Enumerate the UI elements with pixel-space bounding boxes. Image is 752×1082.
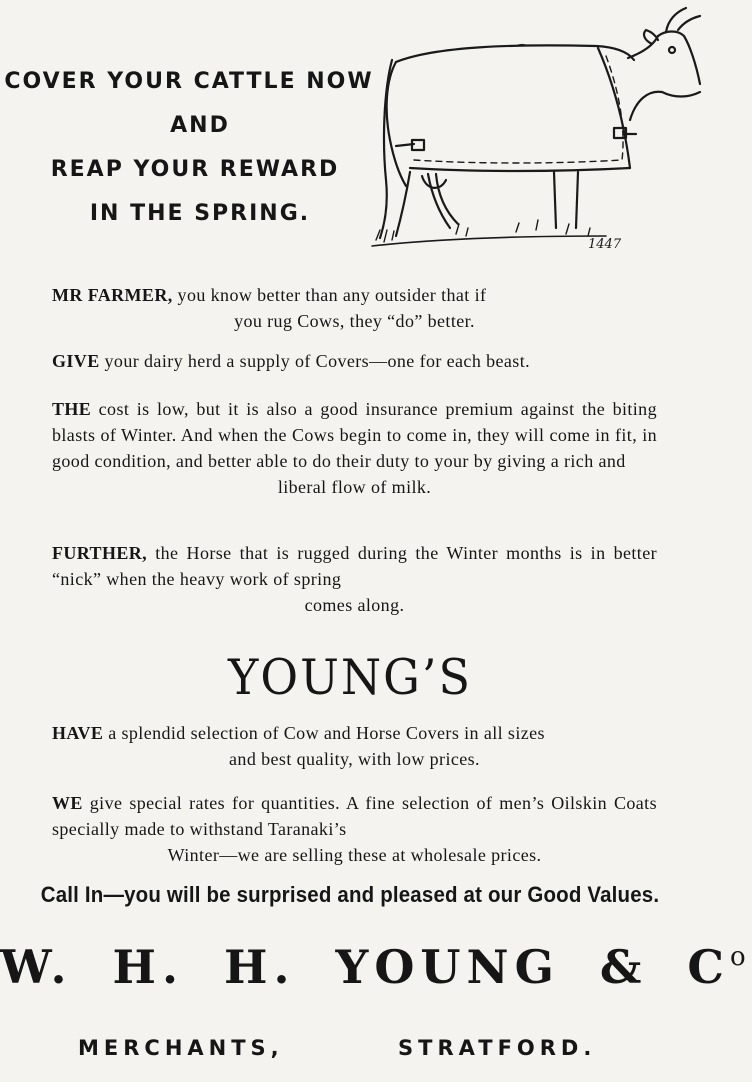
brand-name: YOUNG’S [228, 648, 472, 706]
paragraph-we-give [52, 790, 657, 868]
paragraph-lead-word: THE [52, 399, 92, 419]
paragraph-last-line: you rug Cows, they “do” better. [234, 311, 475, 331]
firm-name-text: W. H. H. YOUNG & [0, 940, 648, 994]
footer-merchants: MERCHANTS, [78, 1036, 284, 1060]
paragraph-text: give special rates for quantities. A fine selection of men’s Oilskin Coats specially made to withstand Taranaki’s [52, 793, 657, 839]
paragraph-text: a splendid selection of Cow and Horse Covers in all sizes [108, 723, 545, 743]
paragraph-last-line: Winter—we are selling these at wholesale prices. [167, 845, 542, 865]
headline-line-3: REAP YOUR REWARD [50, 157, 340, 182]
paragraph-further [52, 540, 657, 618]
paragraph-have [52, 720, 657, 772]
paragraph-lead-word: FURTHER, [52, 543, 148, 563]
firm-co-superscript: o [730, 942, 752, 972]
footer-location: STRATFORD. [398, 1036, 597, 1060]
headline [0, 60, 390, 236]
headline-line-1: COVER YOUR CATTLE NOW [4, 69, 374, 94]
headline-line-2: AND [170, 113, 230, 138]
paragraph-text: you know better than any outsider that if [177, 285, 487, 305]
firm-name [0, 940, 752, 994]
paragraph-the-cost [52, 396, 657, 500]
paragraph-mr-farmer [52, 282, 657, 334]
paragraph-lead-word: GIVE [52, 351, 100, 371]
paragraph-last-line: and best quality, with low prices. [229, 749, 480, 769]
paragraph-lead-word: MR FARMER, [52, 285, 173, 305]
call-in-slogan: Call In—you will be surprised and pleased at our Good Values. [40, 882, 660, 907]
firm-co: C [687, 940, 731, 994]
paragraph-lead-word: WE [52, 793, 83, 813]
paragraph-text: the Horse that is rugged during the Winter months is in better “nick” when the heavy work of spring [52, 543, 657, 589]
paragraph-last-line: comes along. [304, 595, 405, 615]
paragraph-lead-word: HAVE [52, 723, 104, 743]
paragraph-text: cost is low, but it is also a good insurance premium against the biting blasts of Winter. And when the Cows begin to come in, they will come in fit, in good condition, and better able to do their duty to your by giving a rich and [52, 399, 657, 471]
headline-line-4: IN THE SPRING. [89, 201, 311, 226]
paragraph-last-line: liberal flow of milk. [277, 477, 432, 497]
paragraph-text: your dairy herd a supply of Covers—one for each beast. [104, 351, 531, 371]
cow-with-cover-illustration [366, 0, 700, 268]
illustration-signature: 1447 [588, 237, 622, 252]
paragraph-give [52, 348, 657, 374]
